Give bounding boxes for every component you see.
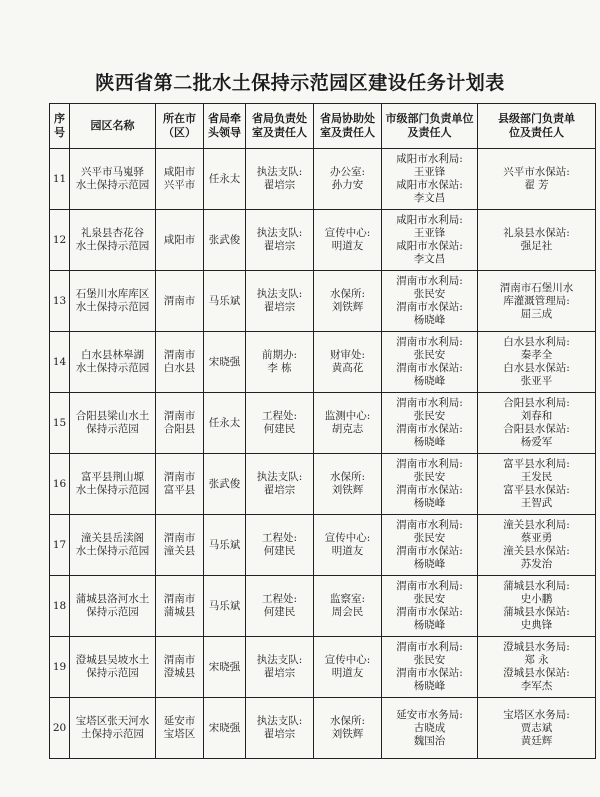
cell-line: 咸阳市 [163, 166, 196, 178]
cell-line: 渭南市水利局: [396, 275, 463, 287]
cell-bureau-office [246, 332, 314, 393]
cell-line: 渭南市石堡川水 [499, 281, 574, 294]
cell-line: 渭南市水保站: [396, 545, 463, 557]
cell-line: 咸阳市水利局: [396, 153, 463, 165]
cell-park-name [70, 637, 156, 698]
cell-line: 白水县林皋湖 [81, 349, 144, 361]
cell-line: 蒲城县水利局: [503, 580, 570, 592]
cell-line: 刘铁辉 [331, 728, 364, 740]
cell-line: 何建民 [263, 423, 296, 435]
cell-seq: 14 [50, 332, 70, 393]
cell-county-unit [478, 149, 596, 210]
cell-line: 渭南市水保站: [396, 362, 463, 374]
cell-line: 史小鹏 [520, 593, 553, 605]
cell-line: 咸阳市水保站: [396, 179, 463, 191]
cell-line: 水土保持示范园 [75, 179, 150, 191]
cell-line: 张民安 [413, 288, 446, 300]
cell-line: 执法支队: [256, 471, 303, 483]
cell-line: 李文昌 [413, 192, 446, 204]
cell-line: 李文昌 [413, 253, 446, 265]
cell-bureau-office [246, 210, 314, 271]
cell-park-name [70, 515, 156, 576]
cell-line: 杨晓峰 [413, 375, 446, 387]
cell-line: 蒲城县洛河水土 [75, 593, 150, 605]
cell-seq: 16 [50, 454, 70, 515]
cell-line: 兴平市马嵬驿 [81, 166, 144, 178]
cell-line: 张武俊 [208, 477, 241, 490]
cell-line: 保持示范园 [86, 606, 139, 618]
cell-line: 执法支队: [256, 654, 303, 666]
cell-line: 张民安 [413, 593, 446, 605]
cell-seq: 12 [50, 210, 70, 271]
cell-assist-office [314, 454, 382, 515]
cell-city-unit [382, 576, 478, 637]
cell-line: 执法支队: [256, 715, 303, 727]
cell-county-unit [478, 332, 596, 393]
cell-park-name [70, 393, 156, 454]
cell-line: 执法支队: [256, 166, 303, 178]
cell-county-unit [478, 210, 596, 271]
cell-seq: 17 [50, 515, 70, 576]
cell-line: 库灌溉管理局: [503, 294, 570, 307]
cell-line: 马乐斌 [208, 599, 241, 612]
cell-line: 工程处: [261, 532, 298, 544]
table-row [50, 271, 596, 332]
cell-city [156, 149, 204, 210]
cell-city [156, 332, 204, 393]
cell-leader [204, 271, 246, 332]
cell-line: 白水县水保站: [503, 362, 570, 374]
cell-line: 宋晓强 [208, 660, 241, 673]
header-leader: 省局牵 头领导 [204, 104, 246, 149]
cell-line: 监测中心: [324, 410, 371, 422]
cell-line: 石堡川水库库区 [75, 288, 150, 300]
cell-city [156, 393, 204, 454]
table-row [50, 454, 596, 515]
cell-line: 苏发治 [520, 558, 553, 570]
cell-line: 张民安 [413, 532, 446, 544]
cell-line: 澄城县吴坡水土 [75, 654, 150, 666]
cell-line: 翟培宗 [263, 484, 296, 496]
cell-line: 咸阳市 [163, 233, 196, 246]
cell-city [156, 576, 204, 637]
cell-city [156, 637, 204, 698]
cell-line: 渭南市水保站: [396, 667, 463, 679]
cell-park-name [70, 698, 156, 759]
cell-line: 蒲城县水保站: [503, 606, 570, 618]
table-row [50, 515, 596, 576]
table-row [50, 210, 596, 271]
cell-line: 强足社 [520, 240, 553, 252]
cell-city-unit [382, 393, 478, 454]
cell-line: 黄廷辉 [520, 734, 553, 747]
cell-bureau-office [246, 698, 314, 759]
cell-bureau-office [246, 149, 314, 210]
cell-park-name [70, 454, 156, 515]
cell-line: 保持示范园 [86, 423, 139, 435]
cell-line: 任永太 [208, 172, 241, 185]
cell-leader [204, 576, 246, 637]
cell-bureau-office [246, 637, 314, 698]
cell-leader [204, 454, 246, 515]
cell-line: 古晓成 [413, 721, 446, 734]
cell-line: 水土保持示范园 [75, 545, 150, 557]
cell-line: 明道友 [331, 545, 364, 557]
cell-line: 办公室: [329, 166, 366, 178]
cell-assist-office [314, 149, 382, 210]
cell-line: 刘铁辉 [331, 484, 364, 496]
cell-assist-office [314, 576, 382, 637]
cell-line: 渭南市水保站: [396, 301, 463, 313]
cell-assist-office [314, 698, 382, 759]
cell-line: 张民安 [413, 471, 446, 483]
cell-city-unit [382, 698, 478, 759]
cell-city-unit [382, 454, 478, 515]
cell-line: 杨晓峰 [413, 680, 446, 692]
cell-city-unit [382, 332, 478, 393]
cell-county-unit [478, 454, 596, 515]
cell-line: 水保所: [329, 715, 366, 727]
cell-city [156, 210, 204, 271]
cell-seq: 15 [50, 393, 70, 454]
cell-line: 前期办: [261, 349, 298, 361]
cell-line: 张民安 [413, 349, 446, 361]
cell-park-name [70, 210, 156, 271]
cell-line: 蔡亚勇 [520, 532, 553, 544]
cell-line: 李 栋 [267, 362, 292, 374]
cell-line: 渭南市 [163, 532, 196, 544]
cell-line: 水土保持示范园 [75, 240, 150, 252]
cell-line: 郑 永 [524, 654, 549, 666]
cell-line: 杨晓峰 [413, 497, 446, 509]
cell-line: 张亚平 [520, 375, 553, 387]
cell-line: 保持示范园 [86, 667, 139, 679]
cell-city-unit [382, 271, 478, 332]
cell-line: 兴平市水保站: [503, 166, 570, 178]
header-assist-office: 省局协助处 室及责任人 [314, 104, 382, 149]
cell-line: 富平县水利局: [503, 458, 570, 470]
cell-line: 宝塔区张天河水 [75, 715, 150, 727]
cell-city [156, 271, 204, 332]
table-row [50, 576, 596, 637]
cell-assist-office [314, 271, 382, 332]
cell-line: 明道友 [331, 667, 364, 679]
cell-line: 杨晓峰 [413, 314, 446, 326]
cell-line: 监察室: [329, 593, 366, 605]
cell-line: 张民安 [413, 410, 446, 422]
header-seq: 序 号 [50, 104, 70, 149]
cell-assist-office [314, 637, 382, 698]
cell-line: 澄城县 [163, 667, 196, 679]
cell-line: 张武俊 [208, 233, 241, 246]
cell-assist-office [314, 393, 382, 454]
cell-line: 兴平市 [163, 179, 196, 191]
cell-line: 潼关县 [163, 545, 196, 557]
table-row [50, 332, 596, 393]
cell-city [156, 698, 204, 759]
cell-line: 咸阳市水保站: [396, 240, 463, 252]
cell-line: 胡克志 [331, 423, 364, 435]
cell-line: 宣传中心: [324, 654, 371, 666]
header-city: 所在市 （区） [156, 104, 204, 149]
cell-leader [204, 393, 246, 454]
cell-line: 合阳县水保站: [503, 423, 570, 435]
cell-park-name [70, 149, 156, 210]
table-row [50, 393, 596, 454]
cell-line: 合阳县水利局: [503, 397, 570, 409]
cell-line: 渭南市 [163, 294, 196, 307]
header-county-unit: 县级部门负责单 位及责任人 [478, 104, 596, 149]
cell-bureau-office [246, 515, 314, 576]
cell-line: 贾志斌 [520, 721, 553, 734]
cell-bureau-office [246, 454, 314, 515]
cell-line: 王亚锋 [413, 166, 446, 178]
cell-line: 杨晓峰 [413, 558, 446, 570]
cell-line: 水保所: [329, 471, 366, 483]
cell-line: 宋晓强 [208, 721, 241, 734]
cell-line: 咸阳市水利局: [396, 214, 463, 226]
cell-line: 合阳县梁山水土 [75, 410, 150, 422]
cell-line: 渭南市水利局: [396, 580, 463, 592]
cell-line: 渭南市水保站: [396, 484, 463, 496]
cell-line: 渭南市 [163, 410, 196, 422]
cell-park-name [70, 576, 156, 637]
cell-line: 明道友 [331, 240, 364, 252]
cell-line: 渭南市 [163, 471, 196, 483]
table-row [50, 637, 596, 698]
cell-leader [204, 698, 246, 759]
cell-line: 翟培宗 [263, 667, 296, 679]
header-bureau-office: 省局负责处 室及责任人 [246, 104, 314, 149]
cell-city-unit [382, 210, 478, 271]
cell-line: 王发民 [520, 471, 553, 483]
cell-line: 马乐斌 [208, 538, 241, 551]
cell-line: 延安市水务局: [396, 708, 463, 721]
cell-line: 王亚锋 [413, 227, 446, 239]
cell-city [156, 454, 204, 515]
cell-line: 渭南市水利局: [396, 519, 463, 531]
cell-city [156, 515, 204, 576]
cell-line: 渭南市水保站: [396, 423, 463, 435]
cell-leader [204, 149, 246, 210]
cell-line: 王智武 [520, 497, 553, 509]
cell-line: 执法支队: [256, 288, 303, 300]
cell-line: 宝塔区水务局: [503, 708, 570, 721]
cell-seq: 18 [50, 576, 70, 637]
cell-line: 工程处: [261, 593, 298, 605]
cell-line: 杨晓峰 [413, 619, 446, 631]
cell-line: 宝塔区 [163, 728, 196, 740]
cell-line: 翟培宗 [263, 728, 296, 740]
cell-line: 翟培宗 [263, 301, 296, 313]
cell-line: 澄城县水务局: [503, 641, 570, 653]
cell-line: 渭南市 [163, 654, 196, 666]
cell-line: 土保持示范园 [81, 728, 144, 740]
cell-line: 潼关县岳渎阁 [81, 532, 144, 544]
cell-seq: 11 [50, 149, 70, 210]
cell-line: 马乐斌 [208, 294, 241, 307]
cell-line: 宣传中心: [324, 532, 371, 544]
cell-line: 工程处: [261, 410, 298, 422]
cell-line: 蒲城县 [163, 606, 196, 618]
cell-line: 澄城县水保站: [503, 667, 570, 679]
cell-line: 史典锋 [520, 619, 553, 631]
cell-city-unit [382, 149, 478, 210]
cell-line: 张民安 [413, 654, 446, 666]
cell-line: 孙力安 [331, 179, 364, 191]
cell-line: 刘春和 [520, 410, 553, 422]
cell-line: 白水县 [163, 362, 196, 374]
cell-city-unit [382, 515, 478, 576]
cell-county-unit [478, 271, 596, 332]
cell-seq: 19 [50, 637, 70, 698]
cell-line: 任永太 [208, 416, 241, 429]
cell-line: 翟 芳 [524, 179, 549, 191]
cell-line: 秦孝全 [520, 349, 553, 361]
cell-line: 渭南市水利局: [396, 397, 463, 409]
cell-leader [204, 637, 246, 698]
cell-line: 渭南市 [163, 593, 196, 605]
cell-county-unit [478, 698, 596, 759]
cell-line: 白水县水利局: [503, 336, 570, 348]
cell-line: 潼关县水利局: [503, 519, 570, 531]
cell-line: 渭南市水保站: [396, 606, 463, 618]
cell-line: 宣传中心: [324, 227, 371, 239]
cell-line: 杨晓峰 [413, 436, 446, 448]
cell-line: 富平县 [163, 484, 196, 496]
cell-leader [204, 332, 246, 393]
cell-line: 魏国治 [413, 734, 446, 747]
cell-line: 翟培宗 [263, 240, 296, 252]
document-title: 陕西省第二批水土保持示范园区建设任务计划表 [95, 72, 505, 94]
cell-line: 渭南市水利局: [396, 641, 463, 653]
cell-line: 渭南市 [163, 349, 196, 361]
cell-line: 屈三成 [520, 307, 553, 320]
cell-line: 执法支队: [256, 227, 303, 239]
cell-county-unit [478, 637, 596, 698]
cell-seq: 13 [50, 271, 70, 332]
cell-county-unit [478, 515, 596, 576]
cell-bureau-office [246, 393, 314, 454]
cell-line: 富平县荆山塬 [81, 471, 144, 483]
cell-assist-office [314, 210, 382, 271]
cell-bureau-office [246, 271, 314, 332]
cell-city-unit [382, 637, 478, 698]
table-row [50, 149, 596, 210]
cell-park-name [70, 271, 156, 332]
cell-leader [204, 515, 246, 576]
header-city-unit: 市级部门负责单位 及责任人 [382, 104, 478, 149]
cell-line: 何建民 [263, 545, 296, 557]
cell-assist-office [314, 332, 382, 393]
cell-bureau-office [246, 576, 314, 637]
cell-line: 渭南市水利局: [396, 458, 463, 470]
cell-line: 周会民 [331, 606, 364, 618]
cell-line: 刘铁辉 [331, 301, 364, 313]
cell-line: 李军杰 [520, 680, 553, 692]
cell-line: 黄高花 [331, 362, 364, 374]
cell-line: 渭南市水利局: [396, 336, 463, 348]
cell-line: 礼泉县水保站: [503, 227, 570, 239]
cell-leader [204, 210, 246, 271]
cell-line: 何建民 [263, 606, 296, 618]
cell-line: 富平县水保站: [503, 484, 570, 496]
cell-line: 合阳县 [163, 423, 196, 435]
cell-line: 杨爱军 [520, 436, 553, 448]
cell-line: 水保所: [329, 288, 366, 300]
cell-line: 水土保持示范园 [75, 484, 150, 496]
cell-park-name [70, 332, 156, 393]
cell-seq: 20 [50, 698, 70, 759]
cell-assist-office [314, 515, 382, 576]
cell-line: 水土保持示范园 [75, 362, 150, 374]
cell-line: 翟培宗 [263, 179, 296, 191]
cell-line: 延安市 [163, 715, 196, 727]
cell-line: 水土保持示范园 [75, 301, 150, 313]
plan-table [49, 103, 596, 759]
cell-county-unit [478, 576, 596, 637]
cell-line: 潼关县水保站: [503, 545, 570, 557]
table-header-row [50, 104, 596, 149]
cell-line: 礼泉县杏花谷 [81, 227, 144, 239]
table-row [50, 698, 596, 759]
cell-line: 财审处: [329, 349, 366, 361]
cell-line: 宋晓强 [208, 355, 241, 368]
cell-county-unit [478, 393, 596, 454]
header-park-name: 园区名称 [70, 104, 156, 149]
